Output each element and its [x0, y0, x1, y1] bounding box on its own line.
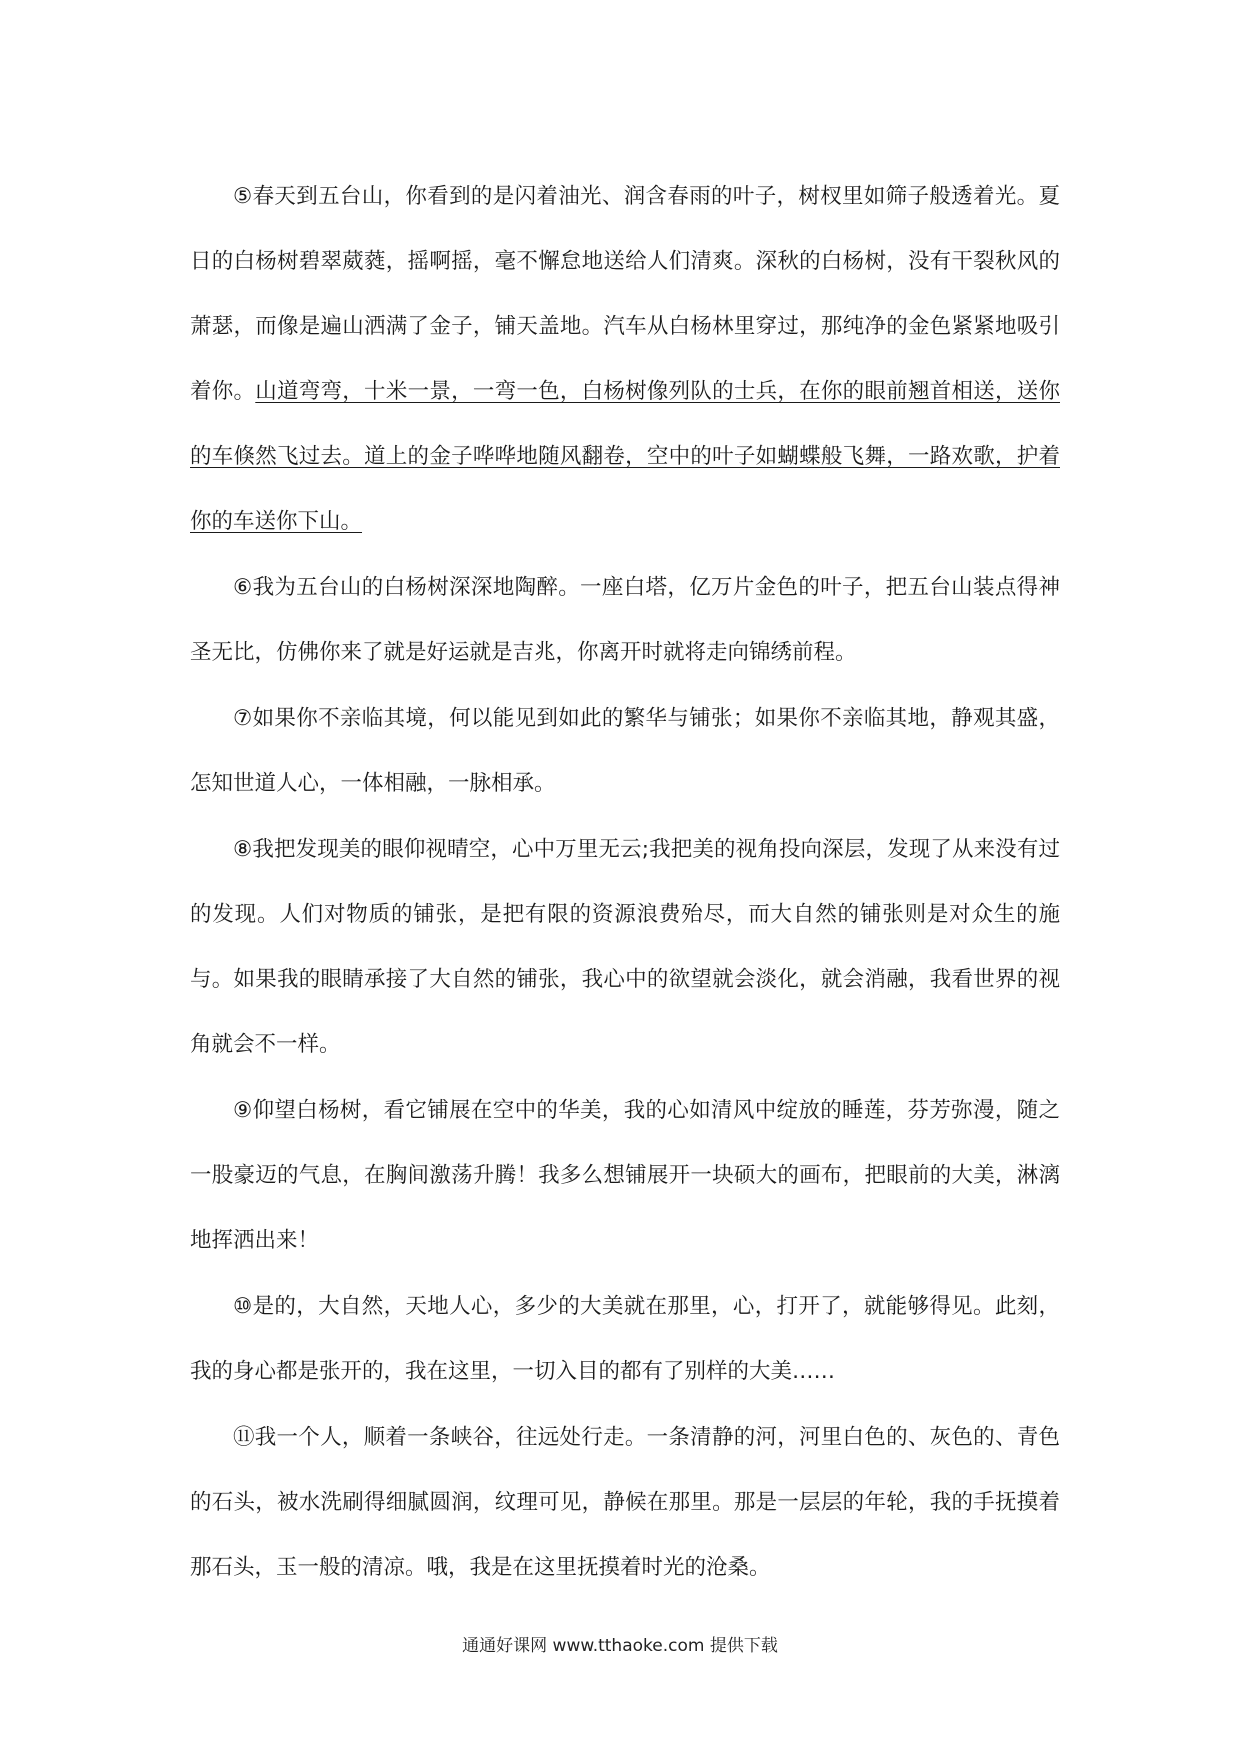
paragraph-5-underlined-text: 山道弯弯，十米一景，一弯一色，白杨树像列队的士兵，在你的眼前翘首相送，送你的车倏然飞过去。道上的金子哗哗地随风翻卷，空中的叶子如蝴蝶般飞舞，一路欢歌，护着你的车送你下山。 [190, 379, 1060, 534]
paragraph-9: ⑨仰望白杨树，看它铺展在空中的华美，我的心如清风中绽放的睡莲，芬芳弥漫，随之一股豪迈的气息，在胸间激荡升腾！我多么想铺展开一块硕大的画布，把眼前的大美，淋漓地挥洒出来！ [190, 1098, 1060, 1253]
paragraph-5 [190, 164, 1060, 554]
paragraph-10: ⑩是的，大自然，天地人心，多少的大美就在那里，心，打开了，就能够得见。此刻，我的身心都是张开的，我在这里，一切入目的都有了别样的大美…… [190, 1294, 1060, 1384]
paragraph-7: ⑦如果你不亲临其境，何以能见到如此的繁华与铺张；如果你不亲临其地，静观其盛，怎知世道人心，一体相融，一脉相承。 [190, 706, 1060, 796]
paragraph-8: ⑧我把发现美的眼仰视晴空，心中万里无云;我把美的视角投向深层，发现了从来没有过的发现。人们对物质的铺张，是把有限的资源浪费殆尽，而大自然的铺张则是对众生的施与。如果我的眼睛承接了大自然的铺张，我心中的欲望就会淡化，就会消融，我看世界的视角就会不一样。 [190, 837, 1060, 1057]
article-body [190, 164, 1060, 1600]
paragraph-6: ⑥我为五台山的白杨树深深地陶醉。一座白塔，亿万片金色的叶子，把五台山装点得神圣无比，仿佛你来了就是好运就是吉兆，你离开时就将走向锦绣前程。 [190, 575, 1060, 665]
paragraph-5-text: ⑤春天到五台山，你看到的是闪着油光、润含春雨的叶子，树杈里如筛子般透着光。夏日的白杨树碧翠葳蕤，摇啊摇，毫不懈怠地送给人们清爽。深秋的白杨树，没有干裂秋风的萧瑟，而像是遍山洒满了金子，铺天盖地。汽车从白杨林里穿过，那纯净的金色紧紧地吸引着你。 [190, 184, 1060, 404]
paragraph-11: ⑪我一个人，顺着一条峡谷，往远处行走。一条清静的河，河里白色的、灰色的、青色的石头，被水洗刷得细腻圆润，纹理可见，静候在那里。那是一层层的年轮，我的手抚摸着那石头，玉一般的清凉。哦，我是在这里抚摸着时光的沧桑。 [190, 1425, 1060, 1580]
footer-source-note: 通通好课网 www.tthaoke.com 提供下载 [462, 1636, 778, 1656]
